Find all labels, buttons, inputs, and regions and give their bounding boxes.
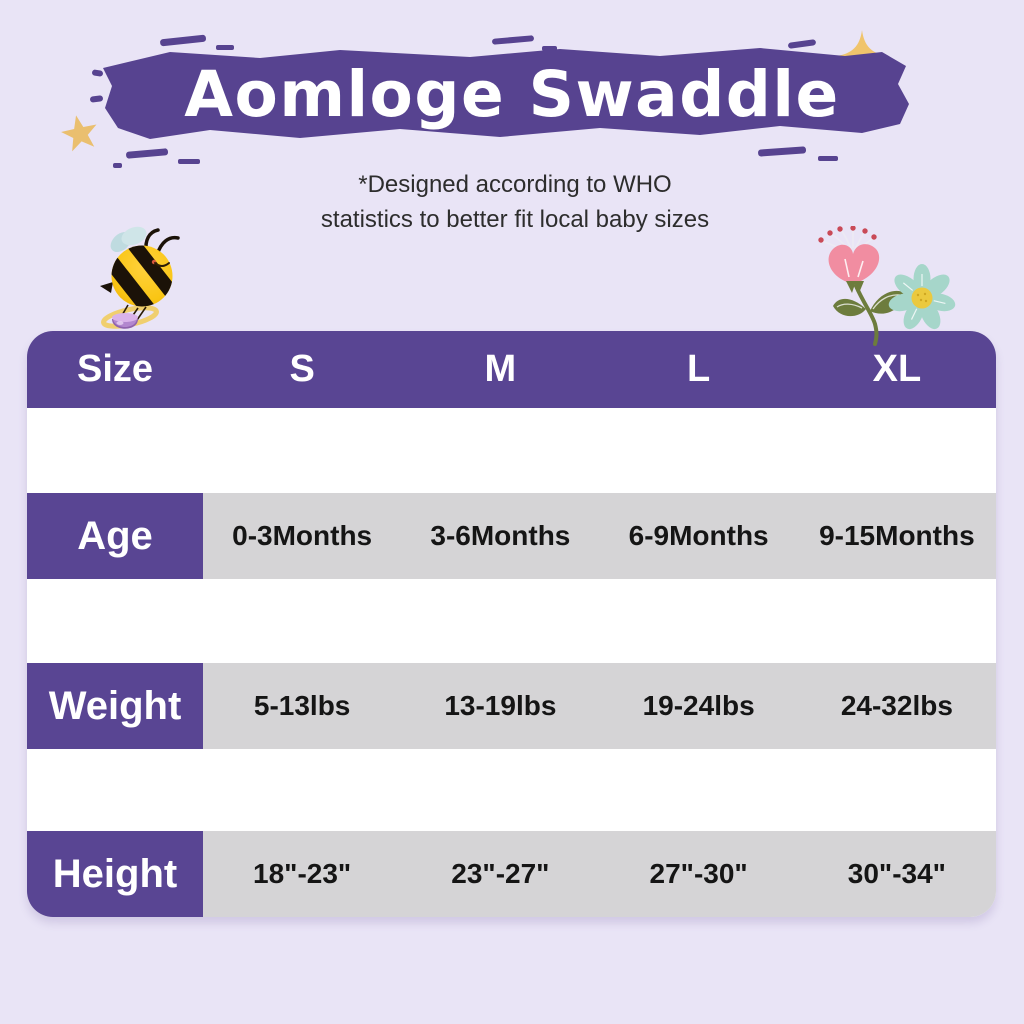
weight-value-l: 19-24lbs: [642, 690, 755, 721]
age-value-l: 6-9Months: [628, 520, 769, 551]
weight-value-m: 13-19lbs: [444, 690, 557, 721]
height-value-s: 18"-23": [253, 858, 352, 889]
flowers-icon: [800, 226, 960, 348]
row-label-height: Height: [27, 831, 203, 917]
subtitle-line-1: *Designed according to WHO: [358, 171, 672, 198]
height-value-l: 27"-30": [649, 858, 748, 889]
table-row-age: [27, 493, 996, 579]
table-row-weight: [27, 663, 996, 749]
header-cell-l: L: [687, 348, 711, 390]
header-cell-s: S: [289, 348, 315, 390]
age-value-s: 0-3Months: [232, 520, 373, 551]
weight-value-s: 5-13lbs: [253, 690, 351, 721]
page-title: Aomloge Swaddle: [184, 58, 840, 131]
spacer-row: [27, 579, 996, 663]
height-value-xl: 30"-34": [847, 858, 946, 889]
header-cell-size: Size: [76, 348, 154, 390]
row-label-weight: Weight: [27, 663, 203, 749]
header-cell-m: M: [484, 348, 517, 390]
size-table: [27, 331, 996, 917]
weight-value-xl: 24-32lbs: [840, 690, 953, 721]
spacer-row: [27, 408, 996, 493]
spacer-row: [27, 749, 996, 831]
age-value-xl: 9-15Months: [819, 520, 975, 551]
subtitle-line-2: statistics to better fit local baby sizes: [320, 206, 710, 233]
height-value-m: 23"-27": [451, 858, 550, 889]
row-label-age: Age: [27, 493, 203, 579]
age-value-m: 3-6Months: [430, 520, 571, 551]
table-row-height: [27, 831, 996, 917]
bee-icon: [88, 220, 198, 345]
header-cell-xl: XL: [872, 348, 922, 390]
